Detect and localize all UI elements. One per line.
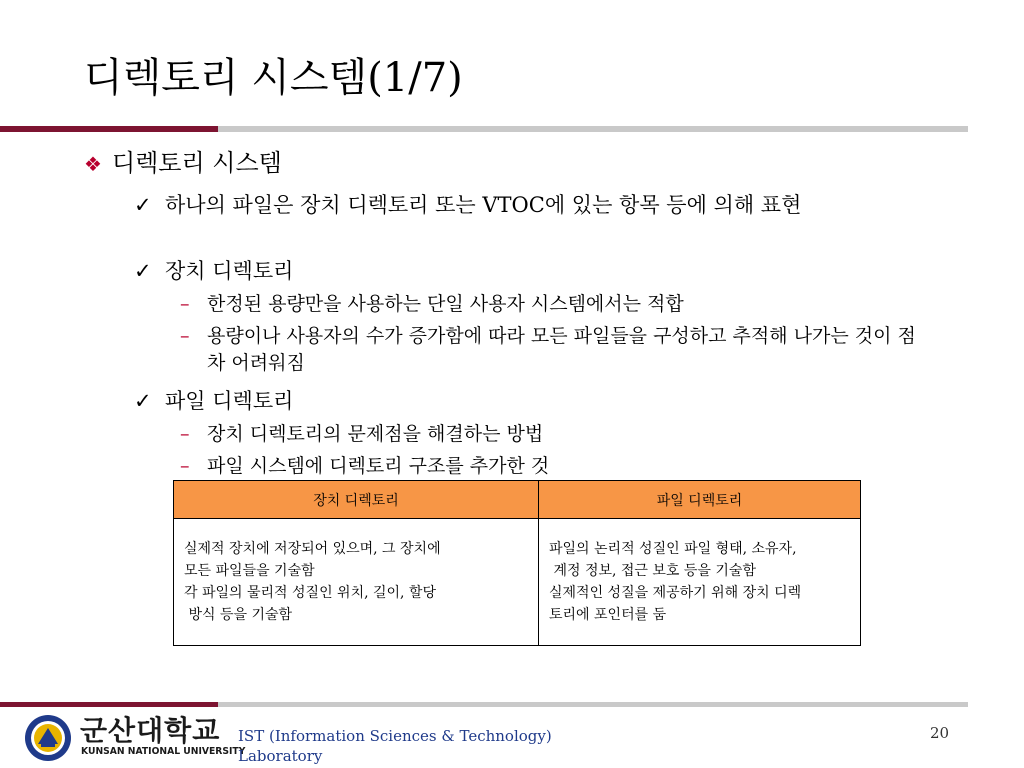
main-bullet xyxy=(84,148,282,179)
cell-line: 파일의 논리적 성질인 파일 형태, 소유자, xyxy=(549,541,797,557)
table-header-cell: 장치 디렉토리 xyxy=(174,481,539,519)
sub-list-item xyxy=(180,453,927,480)
university-seal-icon xyxy=(24,714,72,762)
cell-line: 모든 파일들을 기술함 xyxy=(184,563,315,579)
main-bullet-text: 디렉토리 시스템 xyxy=(111,149,282,177)
sub-list-item-text: 파일 시스템에 디렉토리 구조를 추가한 것 xyxy=(207,455,550,477)
dash-icon: – xyxy=(180,325,190,347)
university-name-english: KUNSAN NATIONAL UNIVERSITY xyxy=(81,746,246,757)
university-name-korean: 군산대학교 xyxy=(80,714,221,747)
lab-name: IST (Information Sciences & Technology) Laboratory xyxy=(238,727,552,765)
checkmark-icon: ✓ xyxy=(134,193,152,217)
list-item xyxy=(134,190,945,220)
footer-divider-accent xyxy=(0,702,218,707)
cell-line: 실제적 장치에 저장되어 있으며, 그 장치에 xyxy=(184,541,441,557)
dash-icon: – xyxy=(180,455,190,477)
checkmark-icon: ✓ xyxy=(134,259,152,283)
sub-list-item xyxy=(180,323,927,377)
table-cell xyxy=(174,519,539,646)
checkmark-icon: ✓ xyxy=(134,389,152,413)
list-item xyxy=(134,386,945,416)
cell-line: 방식 등을 기술함 xyxy=(184,607,293,623)
dash-icon: – xyxy=(180,293,190,315)
cell-line: 각 파일의 물리적 성질인 위치, 길이, 할당 xyxy=(184,585,436,601)
table-row xyxy=(174,519,861,646)
list-item-text: 하나의 파일은 장치 디렉토리 또는 VTOC에 있는 항목 등에 의해 표현 xyxy=(165,193,802,217)
comparison-table xyxy=(173,480,861,646)
table-header-row xyxy=(174,481,861,519)
sub-list-item xyxy=(180,421,927,448)
table-header-cell: 파일 디렉토리 xyxy=(539,481,861,519)
sub-list-item xyxy=(180,291,927,318)
list-item xyxy=(134,256,945,286)
page-number: 20 xyxy=(930,724,950,742)
table-cell xyxy=(539,519,861,646)
cell-line: 계정 정보, 접근 보호 등을 기술함 xyxy=(549,563,756,579)
university-logo xyxy=(24,714,246,762)
footer-divider xyxy=(0,702,968,707)
cell-line: 토리에 포인터를 둠 xyxy=(549,607,667,623)
sub-list-item-text: 용량이나 사용자의 수가 증가함에 따라 모든 파일들을 구성하고 추적해 나가는 것이 점차 어려워짐 xyxy=(207,325,916,374)
slide-title: 디렉토리 시스템(1/7) xyxy=(84,55,463,101)
title-divider-accent xyxy=(0,126,218,132)
sub-list-item-text: 한정된 용량만을 사용하는 단일 사용자 시스템에서는 적합 xyxy=(207,293,684,315)
list-item-text: 파일 디렉토리 xyxy=(165,389,294,413)
cell-line: 실제적인 성질을 제공하기 위해 장치 디렉 xyxy=(549,585,802,601)
diamond-bullet-icon: ❖ xyxy=(84,152,102,176)
dash-icon: – xyxy=(180,423,190,445)
title-divider xyxy=(0,126,968,132)
list-item-text: 장치 디렉토리 xyxy=(165,259,294,283)
sub-list-item-text: 장치 디렉토리의 문제점을 해결하는 방법 xyxy=(207,423,544,445)
